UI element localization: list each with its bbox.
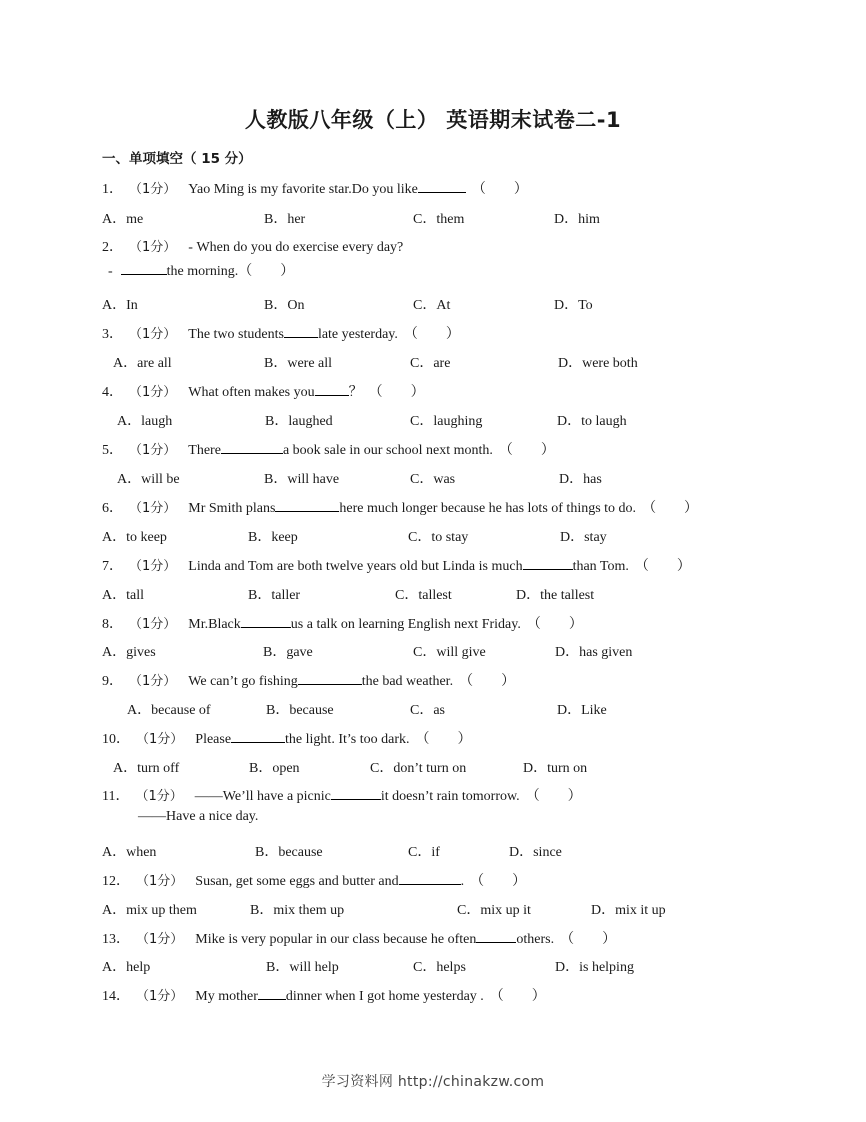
option-b[interactable]: B．were all — [264, 356, 333, 371]
question-number: 2． — [102, 240, 123, 255]
question-score: （1分） — [136, 932, 184, 947]
question-7 — [102, 555, 691, 575]
option-c[interactable]: C．helps — [413, 960, 466, 975]
question-stem-end: others. — [516, 932, 555, 947]
section-heading: 一、单项填空（ 15 分） — [102, 151, 252, 167]
question-4 — [102, 381, 425, 401]
option-b[interactable]: B．because — [266, 703, 334, 718]
question-stem-end: here much longer because he has lots of things to do. — [339, 501, 637, 516]
option-b[interactable]: B．mix them up — [250, 903, 345, 918]
option-c[interactable]: C．as — [410, 703, 445, 718]
option-a[interactable]: A．are all — [113, 356, 172, 371]
question-2-line2 — [108, 260, 294, 280]
question-number: 13． — [102, 932, 130, 947]
question-9 — [102, 670, 515, 690]
option-d[interactable]: D．Like — [557, 703, 607, 718]
answer-parentheses: （ ） — [525, 789, 582, 804]
option-d[interactable]: D．To — [554, 298, 593, 313]
option-b[interactable]: B．will have — [264, 472, 340, 487]
question-number: 1． — [102, 182, 123, 197]
option-c[interactable]: C．are — [410, 356, 451, 371]
footer-watermark: 学习资料网 http://chinakzw.com — [321, 1074, 545, 1090]
question-6 — [102, 497, 698, 517]
question-stem: My mother — [195, 989, 258, 1004]
option-a[interactable]: A．help — [102, 960, 151, 975]
question-score: （1分） — [129, 385, 177, 400]
question-stem: We can’t go fishing — [188, 674, 298, 689]
question-stem: - When do you do exercise every day? — [188, 240, 404, 255]
option-a[interactable]: A．me — [102, 212, 144, 227]
question-number: 4． — [102, 385, 123, 400]
question-stem: Mike is very popular in our class because he often — [195, 932, 477, 947]
question-score: （1分） — [129, 617, 177, 632]
option-b[interactable]: B．taller — [248, 588, 301, 603]
answer-blank[interactable] — [241, 615, 291, 628]
dialogue-line: ——Have a nice day. — [138, 809, 259, 824]
answer-parentheses: （ ） — [634, 559, 691, 574]
option-a[interactable]: A．turn off — [113, 761, 180, 776]
option-c[interactable]: C．don’t turn on — [370, 761, 467, 776]
question-10 — [102, 728, 471, 748]
question-score: （1分） — [135, 789, 183, 804]
answer-blank[interactable] — [523, 557, 573, 570]
answer-blank[interactable] — [298, 672, 362, 685]
question-number: 3． — [102, 327, 123, 342]
dialogue-end: the morning.（ ） — [166, 264, 295, 279]
option-b[interactable]: B．keep — [248, 530, 298, 545]
answer-parentheses: （ ） — [560, 932, 617, 947]
answer-parentheses: （ ） — [526, 617, 583, 632]
option-d[interactable]: D．the tallest — [516, 588, 595, 603]
answer-parentheses: （ ） — [471, 182, 528, 197]
question-score: （1分） — [129, 182, 177, 197]
question-score: （1分） — [136, 732, 184, 747]
answer-parentheses: （ ） — [415, 732, 472, 747]
question-stem: There — [188, 443, 221, 458]
question-number: 9． — [102, 674, 123, 689]
answer-blank[interactable] — [418, 180, 466, 193]
option-a[interactable]: A．when — [102, 845, 157, 860]
option-d[interactable]: D．has given — [555, 645, 633, 660]
option-a[interactable]: A．laugh — [117, 414, 173, 429]
question-stem-end: than Tom. — [572, 559, 629, 574]
question-14 — [102, 985, 546, 1005]
option-c[interactable]: C．them — [413, 212, 465, 227]
question-score: （1分） — [129, 240, 177, 255]
option-a[interactable]: A．mix up them — [102, 903, 197, 918]
option-d[interactable]: D．mix it up — [591, 903, 666, 918]
answer-blank[interactable] — [315, 383, 349, 396]
option-b[interactable]: B．open — [249, 761, 300, 776]
question-number: 6． — [102, 501, 123, 516]
question-stem-end: the bad weather. — [361, 674, 454, 689]
option-a[interactable]: A．In — [102, 298, 138, 313]
question-stem: Please — [195, 732, 232, 747]
question-5 — [102, 439, 555, 459]
question-stem: What often makes you — [188, 385, 315, 400]
question-number: 11． — [102, 789, 130, 804]
question-stem-end: us a talk on learning English next Friday. — [290, 617, 521, 632]
option-d[interactable]: D．him — [554, 212, 600, 227]
answer-parentheses: （ ） — [642, 501, 699, 516]
option-a[interactable]: A．will be — [117, 472, 180, 487]
question-score: （1分） — [129, 559, 177, 574]
option-c[interactable]: C．At — [413, 298, 451, 313]
question-number: 8． — [102, 617, 123, 632]
question-stem-end: the light. It’s too dark. — [285, 732, 410, 747]
option-d[interactable]: D．has — [559, 472, 602, 487]
question-stem-end: late yesterday. — [317, 327, 398, 342]
question-number: 14． — [102, 989, 130, 1004]
answer-parentheses: （ ） — [368, 385, 425, 400]
option-a[interactable]: A．gives — [102, 645, 156, 660]
option-c[interactable]: C．tallest — [395, 588, 452, 603]
option-a[interactable]: A．to keep — [102, 530, 167, 545]
option-d[interactable]: D．since — [509, 845, 562, 860]
option-d[interactable]: D．were both — [558, 356, 638, 371]
question-number: 5． — [102, 443, 123, 458]
option-d[interactable]: D．to laugh — [557, 414, 627, 429]
page-title: 人教版八年级（上） 英语期末试卷二-1 — [244, 108, 622, 132]
question-score: （1分） — [129, 501, 177, 516]
question-13 — [102, 928, 616, 948]
question-stem: Mr.Black — [188, 617, 241, 632]
question-stem-end: ？ — [348, 385, 363, 400]
answer-blank[interactable] — [331, 787, 381, 800]
answer-parentheses: （ ） — [459, 674, 516, 689]
option-c[interactable]: C．laughing — [410, 414, 483, 429]
option-d[interactable]: D．turn on — [523, 761, 588, 776]
question-stem-end: dinner when I got home yesterday . — [285, 989, 484, 1004]
option-c[interactable]: C．to stay — [408, 530, 469, 545]
option-b[interactable]: B．will help — [266, 960, 339, 975]
question-stem-end: . — [460, 874, 465, 889]
question-score: （1分） — [136, 989, 184, 1004]
question-stem: Yao Ming is my favorite star.Do you like — [188, 182, 418, 197]
answer-blank[interactable] — [231, 730, 285, 743]
question-stem: ——We’ll have a picnic — [194, 789, 331, 804]
answer-blank[interactable] — [399, 872, 461, 885]
answer-parentheses: （ ） — [489, 989, 546, 1004]
answer-parentheses: （ ） — [498, 443, 555, 458]
question-11 — [102, 785, 582, 805]
question-number: 7． — [102, 559, 123, 574]
question-score: （1分） — [136, 874, 184, 889]
question-score: （1分） — [129, 674, 177, 689]
question-3 — [102, 323, 460, 343]
question-8 — [102, 613, 583, 633]
option-a[interactable]: A．because of — [127, 703, 211, 718]
question-stem: Mr Smith plans — [188, 501, 276, 516]
option-c[interactable]: C．was — [410, 472, 456, 487]
question-stem: Linda and Tom are both twelve years old but Linda is much — [188, 559, 523, 574]
answer-blank[interactable] — [121, 262, 167, 275]
option-c[interactable]: C．if — [408, 845, 440, 860]
option-d[interactable]: D．stay — [560, 530, 607, 545]
answer-blank[interactable] — [284, 325, 318, 338]
answer-blank[interactable] — [476, 930, 516, 943]
question-number: 10． — [102, 732, 130, 747]
question-stem-end: a book sale in our school next month. — [282, 443, 493, 458]
question-stem: The two students — [188, 327, 284, 342]
question-2 — [102, 236, 403, 256]
option-c[interactable]: C．will give — [413, 645, 486, 660]
answer-parentheses: （ ） — [403, 327, 460, 342]
option-b[interactable]: B．her — [264, 212, 306, 227]
question-score: （1分） — [129, 443, 177, 458]
question-11-line2 — [138, 809, 258, 825]
question-stem: Susan, get some eggs and butter and — [195, 874, 399, 889]
dialogue-dash: - — [108, 264, 113, 279]
answer-parentheses: （ ） — [470, 874, 527, 889]
question-number: 12． — [102, 874, 130, 889]
option-c[interactable]: C．mix up it — [457, 903, 531, 918]
answer-blank[interactable] — [275, 499, 339, 512]
question-stem-end: it doesn’t rain tomorrow. — [380, 789, 520, 804]
option-b[interactable]: B．On — [264, 298, 305, 313]
answer-blank[interactable] — [258, 987, 286, 1000]
question-1 — [102, 178, 528, 198]
question-12 — [102, 870, 526, 890]
option-b[interactable]: B．laughed — [265, 414, 333, 429]
question-score: （1分） — [129, 327, 177, 342]
answer-blank[interactable] — [221, 441, 283, 454]
option-b[interactable]: B．gave — [263, 645, 313, 660]
option-d[interactable]: D．is helping — [555, 960, 634, 975]
option-a[interactable]: A．tall — [102, 588, 144, 603]
option-b[interactable]: B．because — [255, 845, 323, 860]
